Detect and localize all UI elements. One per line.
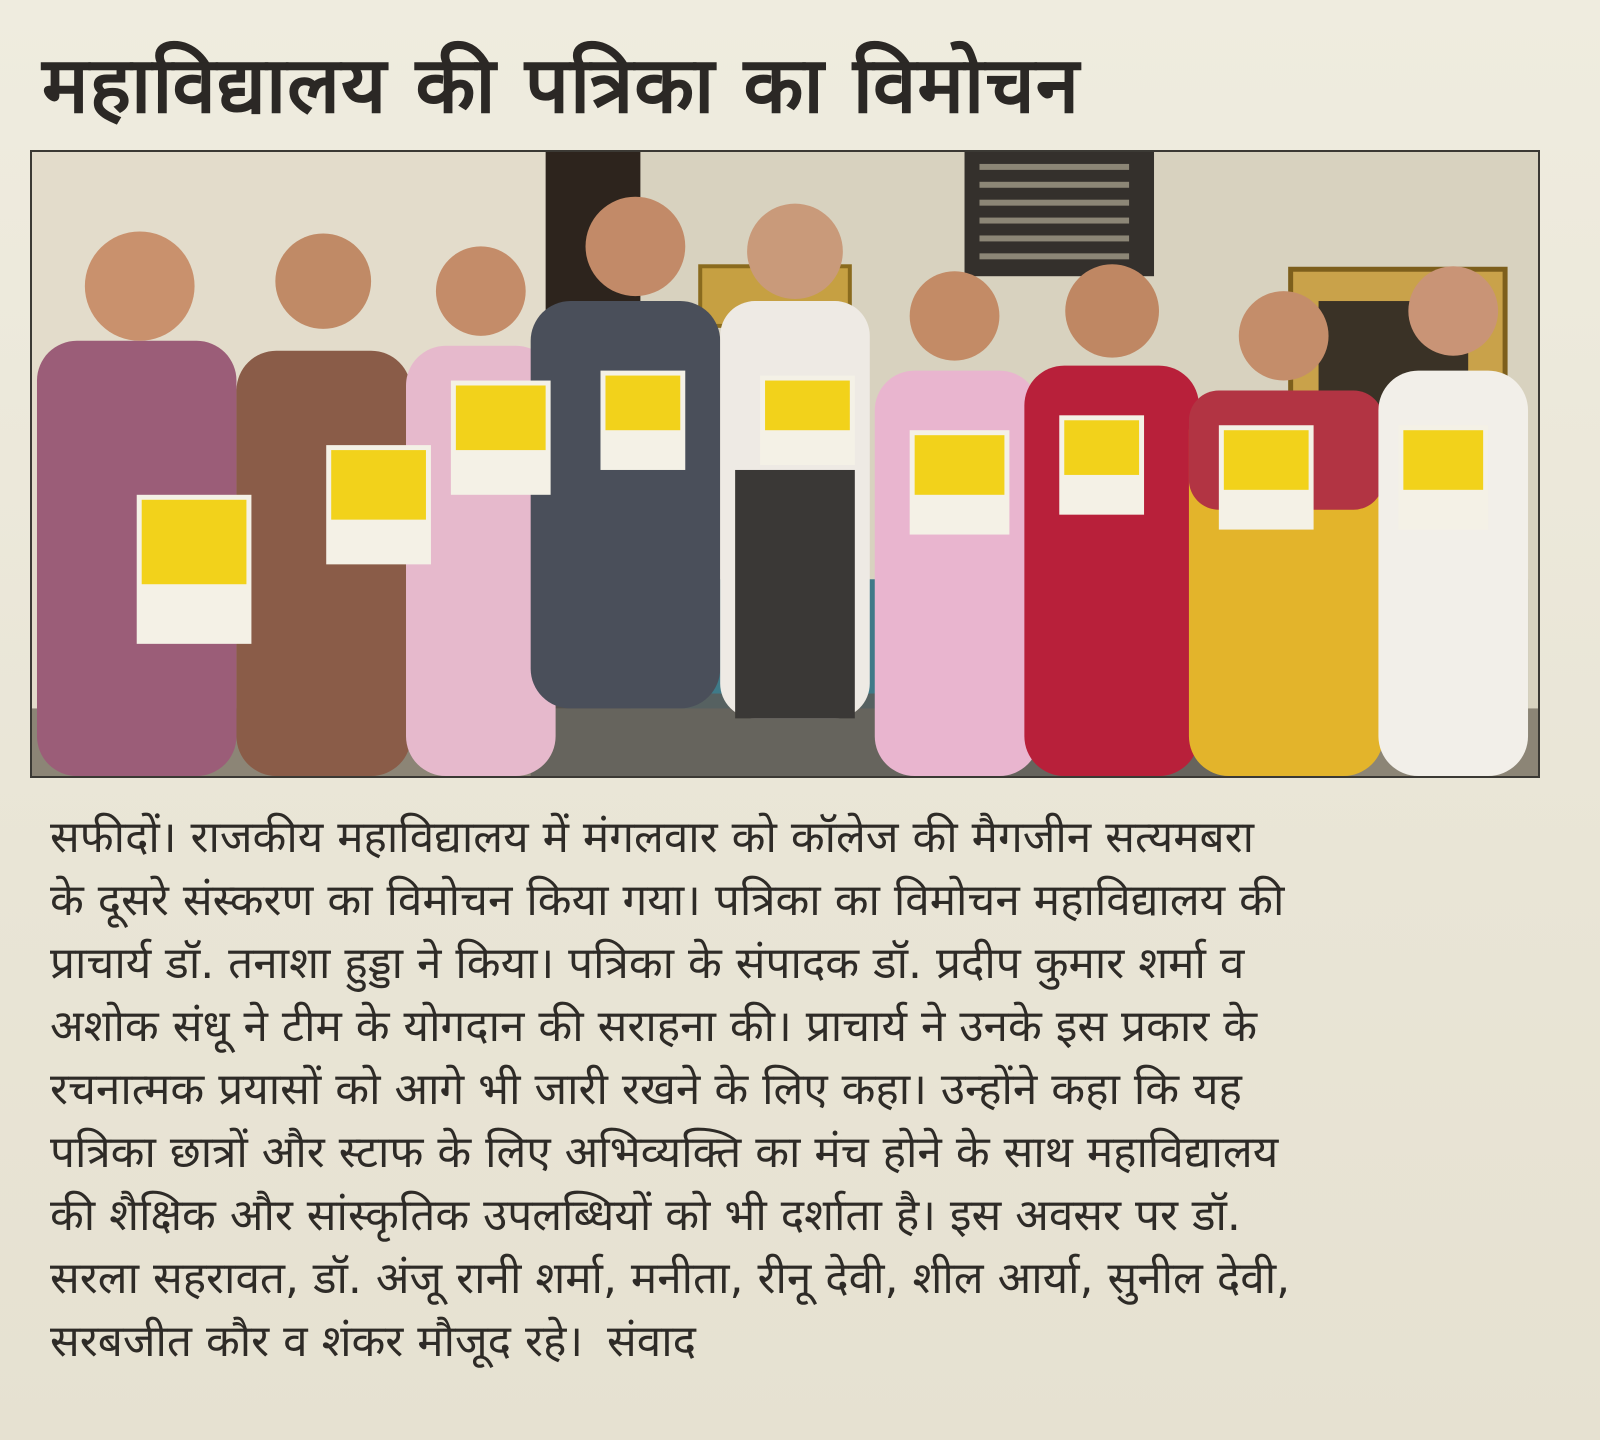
event-photo — [30, 150, 1540, 778]
article-line: सरला सहरावत, डॉ. अंजू रानी शर्मा, मनीता, रीनू देवी, शील आर्या, सुनील देवी, — [50, 1253, 1291, 1304]
headline: महाविद्यालय की पत्रिका का विमोचन — [42, 41, 1081, 131]
article-line: सफीदों। राजकीय महाविद्यालय में मंगलवार को कॉलेज की मैगजीन सत्यमबरा — [50, 812, 1255, 863]
article-line: अशोक संधू ने टीम के योगदान की सराहना की। प्राचार्य ने उनके इस प्रकार के — [50, 1001, 1258, 1052]
news-credit: संवाद — [607, 1316, 696, 1367]
article-last-line — [50, 1310, 1550, 1373]
article-line: पत्रिका छात्रों और स्टाफ के लिए अभिव्यक्ति का मंच होने के साथ महाविद्यालय — [50, 1127, 1279, 1178]
article-line: के दूसरे संस्करण का विमोचन किया गया। पत्रिका का विमोचन महाविद्यालय की — [50, 875, 1285, 926]
article-line: प्राचार्य डॉ. तनाशा हुड्डा ने किया। पत्रिका के संपादक डॉ. प्रदीप कुमार शर्मा व — [50, 938, 1245, 989]
article-line: की शैक्षिक और सांस्कृतिक उपलब्धियों को भी दर्शाता है। इस अवसर पर डॉ. — [50, 1190, 1241, 1241]
article-closing-text: सरबजीत कौर व शंकर मौजूद रहे। — [50, 1316, 584, 1367]
group-photo-illustration — [32, 152, 1538, 776]
article-line: रचनात्मक प्रयासों को आगे भी जारी रखने के लिए कहा। उन्होंने कहा कि यह — [50, 1064, 1242, 1115]
article-body — [50, 806, 1550, 1373]
